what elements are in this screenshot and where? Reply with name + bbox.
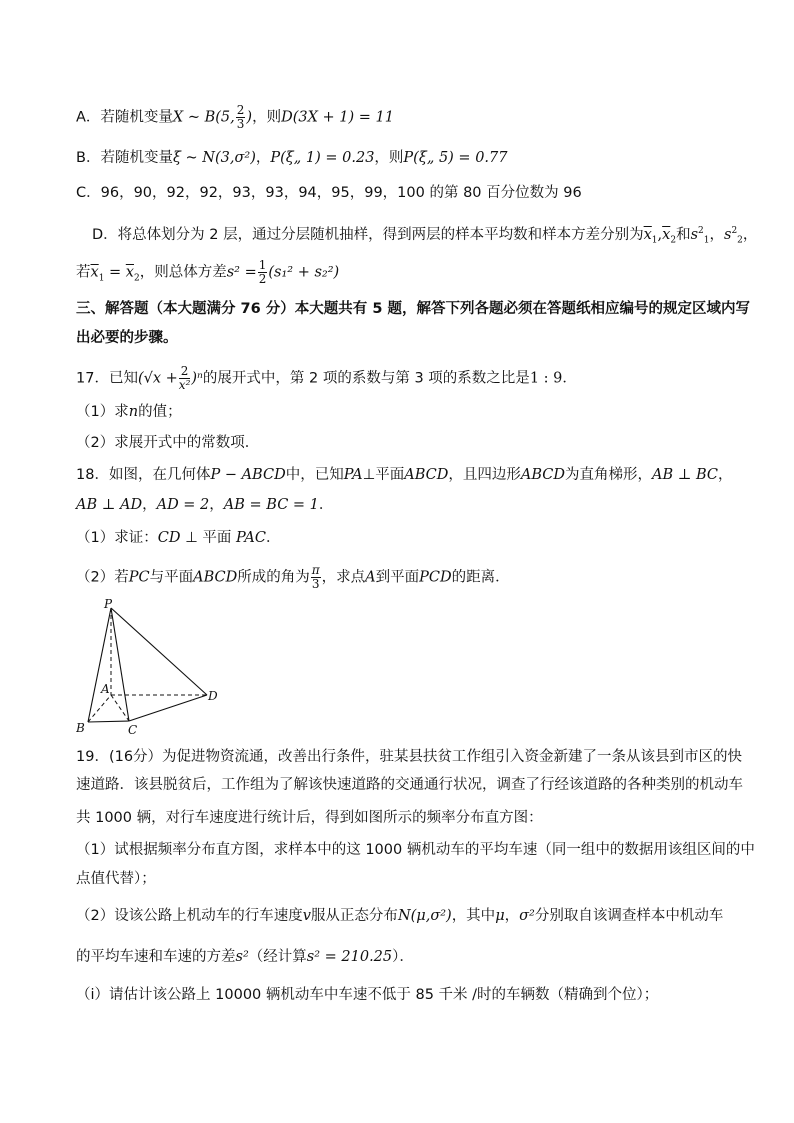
q18-sub1-prefix: （1）求证： bbox=[76, 530, 158, 546]
q18-sub2-pc: PC bbox=[128, 569, 150, 586]
option-d-comma: , bbox=[657, 226, 663, 243]
option-b-distribution: ξ ~ N(3,σ²) bbox=[172, 150, 256, 166]
q19-sub2-normal: N(μ,σ²) bbox=[397, 908, 452, 924]
q19-sub2-line2 bbox=[76, 946, 726, 968]
q18-sub2 bbox=[76, 564, 726, 591]
q18-c2: ， bbox=[209, 497, 224, 513]
q17-frac-den: x² bbox=[178, 378, 191, 392]
option-b-prob1: P(ξ„ 1) = 0.23 bbox=[270, 150, 375, 166]
vertex-label-a: A bbox=[101, 682, 110, 696]
q17-ratio: 1 : 9 bbox=[529, 370, 563, 387]
vertex-label-d: D bbox=[208, 689, 218, 703]
q17-sub2-text: （2）求展开式中的常数项． bbox=[76, 435, 260, 451]
q18-c3: ． bbox=[318, 497, 334, 513]
q19-sub2-line2-prefix: 的平均车速和车速的方差 bbox=[76, 949, 236, 965]
q19-stem-line3 bbox=[76, 807, 726, 829]
edge-pd bbox=[111, 608, 207, 695]
q18-sub2-mid2: 所成的角为 bbox=[237, 569, 310, 586]
option-d-s2: s bbox=[723, 226, 732, 243]
q18-sub1-cd: CD bbox=[157, 530, 181, 546]
q17-suffix: 的展开式中，第 2 项的系数与第 3 项的系数之比是 bbox=[202, 370, 530, 387]
q19-subi-text: （ⅰ）请估计该公路上 10000 辆机动车中车速不低于 85 千米 /时的车辆数（精确到个位）； bbox=[76, 987, 659, 1003]
q18-sub2-frac-num: π bbox=[311, 563, 320, 577]
vertex-label-c: C bbox=[128, 723, 138, 737]
q19-sub2-line2-end: ）． bbox=[392, 949, 414, 965]
q19-sub2-line1 bbox=[76, 905, 726, 927]
q18-sub1 bbox=[76, 527, 726, 549]
q18-sub1-end: ． bbox=[265, 530, 281, 546]
edge-pc bbox=[111, 608, 129, 721]
q19-sub2-mid2: ，其中 bbox=[451, 908, 496, 924]
q18-sub1-perp: ⊥ 平面 bbox=[180, 530, 236, 546]
option-c-text: C．96，90，92，92，93，93，94，95，99，100 的第 80 百分位数为 96 bbox=[76, 185, 582, 201]
q19-sub1-text2: 点值代替）； bbox=[76, 871, 156, 887]
option-d-var-lhs: s² = bbox=[226, 264, 257, 281]
option-a-result: D(3X + 1) = 11 bbox=[281, 109, 394, 126]
q18-stem-line2 bbox=[76, 494, 726, 516]
option-d-x1-sub: 1 bbox=[651, 235, 658, 246]
q18-stem-line1 bbox=[76, 464, 733, 486]
option-d-line2-mid: ，则总体方差 bbox=[139, 264, 227, 281]
q17-end: ． bbox=[562, 370, 577, 387]
q19-sub2-mid: 服从正态分布 bbox=[310, 908, 398, 924]
option-b bbox=[76, 147, 726, 169]
q19-sub1-text1: （1）试根据频率分布直方图，求样本中的这 1000 辆机动车的平均车速（同一组中的数据用该组区间的中 bbox=[76, 842, 755, 858]
q18-sub2-plane1: ABCD bbox=[193, 569, 238, 586]
option-d-s1-sup: 2 bbox=[698, 226, 704, 236]
q19-sub2-line2-mid: （经计算 bbox=[248, 949, 307, 965]
option-d-eq-left: $\overline{x}$ bbox=[90, 264, 99, 281]
option-b-sep: ， bbox=[255, 150, 271, 166]
q19-sub1-line1 bbox=[76, 839, 755, 861]
option-a-mid: ，则 bbox=[252, 109, 282, 126]
option-d-line2 bbox=[76, 259, 726, 289]
option-d-s1-sub: 1 bbox=[703, 235, 710, 246]
option-d-x2: $\overline{x}$ bbox=[662, 226, 671, 243]
option-d-eq-mid: = bbox=[104, 264, 126, 281]
pyramid-diagram bbox=[76, 598, 236, 740]
q18-mid2: ，且四边形 bbox=[448, 467, 521, 483]
q18-ad: AD = 2 bbox=[156, 497, 210, 513]
q18-mid1: 中，已知 bbox=[285, 467, 344, 483]
option-a bbox=[76, 104, 726, 131]
option-d-fraction bbox=[258, 259, 268, 286]
q18-sub2-fraction bbox=[311, 564, 321, 591]
q19-sub2-mid3: ， bbox=[504, 908, 520, 924]
q19-sub2-mu: μ bbox=[495, 908, 505, 924]
option-b-prefix: B．若随机变量 bbox=[76, 150, 173, 166]
option-b-mid: ，则 bbox=[374, 150, 404, 166]
option-d-frac-num: 1 bbox=[258, 258, 267, 272]
q18-ab-bc: AB ⊥ BC bbox=[652, 467, 719, 483]
q18-mid3: 为直角梯形， bbox=[565, 467, 652, 483]
q19-stem-line2 bbox=[76, 774, 743, 796]
option-d-prefix: D．将总体划分为 2 层，通过分层随机抽样，得到两层的样本平均数和样本方差分别为 bbox=[92, 226, 644, 243]
q19-sub2-end1: 分别取自该调查样本中机动车 bbox=[534, 908, 724, 924]
option-d-eq-right-sub: 2 bbox=[133, 273, 140, 284]
option-d-sep: ， bbox=[709, 226, 724, 243]
q18-sub2-mid3: ，求点 bbox=[321, 569, 366, 586]
option-b-prob2: P(ξ„ 5) = 0.77 bbox=[403, 150, 508, 166]
option-a-frac-num: 2 bbox=[236, 103, 245, 117]
q18-sub2-end: 的距离． bbox=[451, 569, 510, 586]
q18-prefix: 18．如图，在几何体 bbox=[76, 467, 211, 483]
q19-sub2-v: v bbox=[302, 908, 311, 924]
section-3-text1: 三、解答题（本大题满分 76 分）本大题共有 5 题，解答下列各题必须在答题纸相应编号的规定区域内写 bbox=[76, 301, 750, 317]
q19-text1: 19．(16分）为促进物资流通，改善出行条件，驻某县扶贫工作组引入资金新建了一条从该县到市区的快 bbox=[76, 749, 743, 765]
edge-ac bbox=[111, 695, 129, 721]
option-a-fraction bbox=[236, 104, 246, 131]
q17-sub1-var: n bbox=[128, 404, 139, 420]
q18-sub2-plane2: PCD bbox=[419, 569, 452, 586]
option-d-x2-sub: 2 bbox=[670, 235, 677, 246]
q19-sub1-line2 bbox=[76, 868, 726, 890]
edge-pb bbox=[88, 608, 111, 722]
q17-fraction bbox=[179, 365, 191, 392]
q18-c1: ， bbox=[142, 497, 157, 513]
q17-stem bbox=[76, 365, 726, 392]
q18-sub2-frac-den: 3 bbox=[311, 577, 320, 591]
option-d-end: ， bbox=[742, 226, 758, 243]
option-a-frac-den: 3 bbox=[236, 117, 245, 131]
edge-bc bbox=[88, 721, 129, 722]
section-3-header-line2 bbox=[76, 327, 726, 349]
option-a-dist-close: ) bbox=[246, 109, 253, 126]
q18-sub2-mid1: 与平面 bbox=[149, 569, 194, 586]
option-d-line1 bbox=[92, 220, 758, 252]
q18-ab-ad: AB ⊥ AD bbox=[76, 497, 143, 513]
q19-subi bbox=[76, 984, 726, 1006]
q17-sub1 bbox=[76, 401, 726, 423]
q18-abcd2: ABCD bbox=[520, 467, 565, 483]
q17-sub1-prefix: （1）求 bbox=[76, 404, 129, 420]
q19-stem-line1 bbox=[76, 746, 743, 768]
q19-sub2-sigma: σ² bbox=[519, 908, 535, 924]
q18-pyramid-figure bbox=[76, 598, 236, 740]
option-d-x1: $\overline{x}$ bbox=[643, 226, 652, 243]
q19-sub2-s2: s² bbox=[235, 949, 249, 965]
section-3-text2: 出必要的步骤。 bbox=[76, 330, 178, 346]
q19-sub2-prefix: （2）设该公路上机动车的行车速度 bbox=[76, 908, 303, 924]
option-d-s1: s bbox=[690, 226, 699, 243]
q17-prefix: 17．已知 bbox=[76, 370, 138, 387]
q19-text3: 共 1000 辆，对行车速度进行统计后，得到如图所示的频率分布直方图： bbox=[76, 810, 543, 826]
option-d-var-rhs: (s₁² + s₂²) bbox=[268, 264, 340, 281]
option-d-line2-prefix: 若 bbox=[76, 264, 91, 281]
q18-sub2-prefix: （2）若 bbox=[76, 569, 129, 586]
q18-pa: PA bbox=[343, 467, 363, 483]
q17-frac-num: 2 bbox=[180, 364, 189, 378]
option-d-and: 和 bbox=[676, 226, 691, 243]
option-d-eq-right: $\overline{x}$ bbox=[125, 264, 134, 281]
q18-abcd1: ABCD bbox=[404, 467, 449, 483]
q18-ab-eq: AB = BC = 1 bbox=[223, 497, 319, 513]
option-d-frac-den: 2 bbox=[258, 272, 267, 286]
q18-solid: P − ABCD bbox=[210, 467, 286, 483]
option-d-s2-sub: 2 bbox=[737, 235, 743, 246]
q19-text2: 速道路．该县脱贫后，工作组为了解该快速道路的交通通行状况，调查了行经该道路的各种类别的机动车 bbox=[76, 777, 743, 793]
q18-sub1-plane: PAC bbox=[235, 530, 266, 546]
q17-sub1-suffix: 的值； bbox=[138, 404, 182, 420]
option-a-prefix: A．若随机变量 bbox=[76, 109, 173, 126]
q18-sub2-a: A bbox=[365, 569, 376, 586]
option-d-eq-left-sub: 1 bbox=[98, 273, 105, 284]
option-a-distribution: X ~ B(5, bbox=[172, 109, 235, 126]
vertex-label-b: B bbox=[76, 721, 85, 735]
section-3-header-line1 bbox=[76, 298, 750, 320]
q18-perp: ⊥平面 bbox=[362, 467, 405, 483]
edge-cd bbox=[129, 695, 207, 721]
q18-end1: ， bbox=[718, 467, 733, 483]
option-d-s2-sup: 2 bbox=[731, 226, 738, 236]
q17-sub2 bbox=[76, 432, 726, 454]
q19-sub2-calc: s² = 210.25 bbox=[306, 949, 393, 965]
q17-expr-open: (√x + bbox=[137, 370, 178, 387]
edge-ab bbox=[88, 695, 111, 722]
vertex-label-p: P bbox=[104, 598, 113, 611]
option-c bbox=[76, 182, 726, 204]
q17-expr-close: )ⁿ bbox=[191, 370, 203, 387]
q18-sub2-mid4: 到平面 bbox=[375, 569, 420, 586]
